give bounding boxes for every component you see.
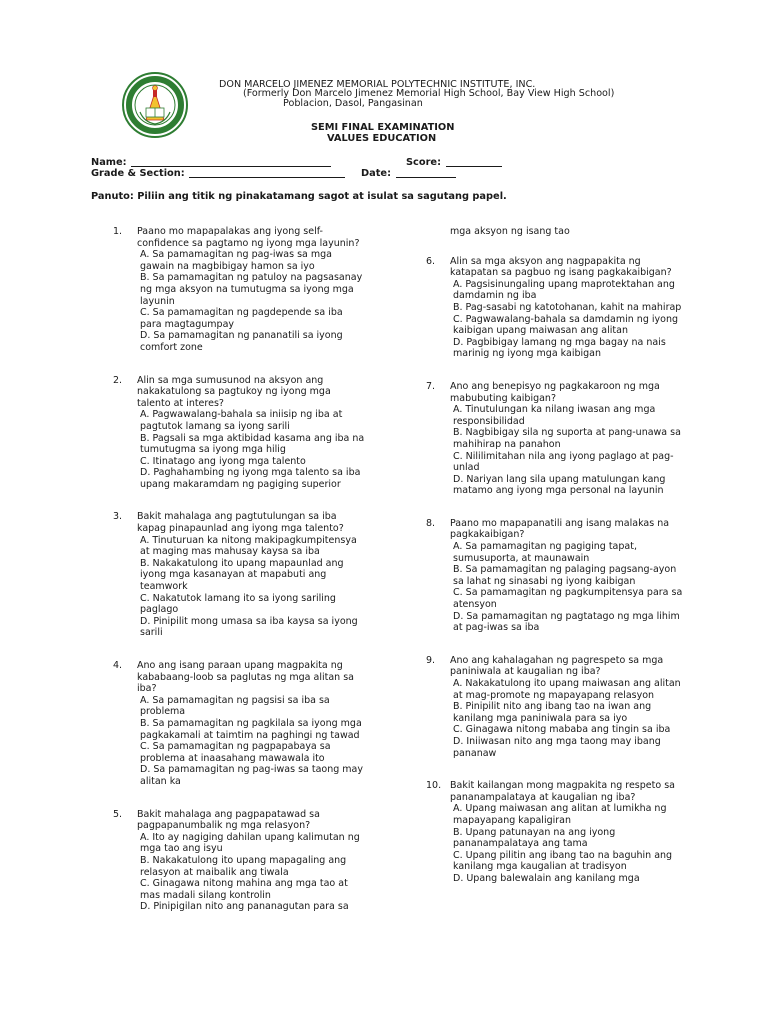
choice-c: C. Upang pilitin ang ibang tao na baguhin ang kanilang mga kaugalian at tradisyon: [453, 849, 673, 873]
question-number: 1.: [113, 226, 123, 237]
choice-c: C. Ginagawa nitong mababa ang tingin sa iba: [453, 724, 671, 736]
question-item: [113, 809, 365, 913]
question-number: 4.: [113, 660, 123, 671]
question-text: Alin sa mga aksyon ang nagpapakita ng katapatan sa pagbuo ng isang pagkakaibigan?: [450, 255, 672, 279]
choice-b: B. Sa pamamagitan ng palaging pagsang-ayon sa lahat ng sinasabi ng iyong kaibigan: [453, 564, 677, 587]
choice-c: C. Nakatutok lamang ito sa iyong sariling paglago: [140, 592, 336, 616]
school-former-name: (Formerly Don Marcelo Jimenez Memorial High School, Bay View High School): [243, 88, 615, 99]
question-number: 2.: [113, 374, 123, 386]
question-text: Alin sa mga sumusunod na aksyon ang nakakatulong sa pagtukoy ng iyong mga talento at interes?: [137, 374, 331, 409]
question-text: Ano ang benepisyo ng pagkakaroon ng mga mabubuting kaibigan?: [450, 380, 660, 404]
choice-a: A. Sa pamamagitan ng pag-iwas sa mga gawain na magbibigay hamon sa iyo: [140, 249, 332, 272]
choice-a: A. Sa pamamagitan ng pagsisi sa iba sa problema: [140, 694, 330, 718]
choice-a: A. Tinutulungan ka nilang iwasan ang mga responsibilidad: [453, 404, 656, 427]
choice-a: A. Upang maiwasan ang alitan at lumikha ng mapayapang kapaligiran: [453, 803, 667, 826]
question-item: [113, 375, 365, 491]
question-number: 3.: [113, 511, 123, 523]
grade-section-line[interactable]: [189, 177, 345, 178]
choice-a: A. Tinuturuan ka nitong makipagkumpitensya at maging mas mahusay kaysa sa iba: [140, 534, 357, 558]
choice-d: D. Pinipigilan nito ang pananagutan para sa: [140, 901, 349, 913]
question-number: 8.: [426, 517, 436, 529]
question-text: Ano ang isang paraan upang magpakita ng kababaang-loob sa paglutas ng mga alitan sa iba?: [137, 660, 354, 695]
question-text: Bakit kailangan mong magpakita ng respeto sa pananampalataya at kaugalian ng iba?: [450, 780, 675, 803]
question-number: 9.: [426, 654, 436, 666]
question-text: Ano ang kahalagahan ng pagrespeto sa mga paniniwala at kaugalian ng iba?: [450, 654, 664, 678]
question-text: Paano mo mapapalakas ang iyong self-confidence sa pagtamo ng iyong mga layunin?: [137, 226, 360, 249]
questions-right-column: [426, 226, 684, 885]
school-seal-icon: [122, 72, 188, 138]
question-text: Paano mo mapapanatili ang isang malakas na pagkakaibigan?: [450, 517, 670, 541]
choice-b: B. Upang patunayan na ang iyong pananampalataya ang tama: [453, 826, 616, 850]
question-number: 10.: [426, 780, 442, 792]
choice-d: D. Sa pamamagitan ng pag-iwas sa taong may alitan ka: [140, 764, 363, 787]
question-item: [426, 518, 684, 634]
choice-b: B. Pag-sasabi ng katotohanan, kahit na mahirap: [453, 301, 682, 313]
date-label: Date:: [361, 168, 391, 179]
choice-d: D. Upang balewalain ang kanilang mga: [453, 872, 640, 884]
choice-d: D. Nariyan lang sila upang matulungan kang matamo ang iyong mga personal na layunin: [453, 473, 666, 497]
choice-b: B. Nakakatulong ito upang mapagaling ang relasyon at maibalik ang tiwala: [140, 854, 347, 878]
choice-b: B. Pagsali sa mga aktibidad kasama ang iba na tumutugma sa iyong mga hilig: [140, 432, 365, 456]
question-continuation: mga aksyon ng isang tao: [450, 226, 570, 237]
question-item: [426, 655, 684, 759]
question-item: [426, 256, 684, 360]
choice-b: B. Nagbibigay sila ng suporta at pang-unawa sa mahihirap na panahon: [453, 427, 681, 450]
question-item: [113, 511, 365, 639]
choice-b: B. Sa pamamagitan ng patuloy na pagsasanay ng mga aksyon na tumutugma sa iyong mga layunin: [140, 272, 363, 307]
choice-c: C. Sa pamamagitan ng pagkumpitensya para sa atensyon: [453, 587, 683, 611]
choice-c: C. Sa pamamagitan ng pagdepende sa iba para magtagumpay: [140, 307, 343, 330]
questions-left-column: [113, 226, 365, 913]
date-line[interactable]: [396, 177, 456, 178]
question-text: Bakit mahalaga ang pagtutulungan sa iba kapag pinapaunlad ang iyong mga talento?: [137, 511, 344, 535]
question-number: 7.: [426, 380, 436, 392]
name-label: Name:: [91, 157, 127, 168]
choice-d: D. Sa pamamagitan ng pananatili sa iyong comfort zone: [140, 330, 343, 353]
choice-d: D. Pagbibigay lamang ng mga bagay na nais marinig ng iyong mga kaibigan: [453, 336, 666, 360]
school-name: DON MARCELO JIMENEZ MEMORIAL POLYTECHNIC INSTITUTE, INC.: [219, 79, 536, 90]
choice-a: A. Ito ay nagiging dahilan upang kalimutan ng mga tao ang isyu: [140, 831, 360, 855]
exam-subject: VALUES EDUCATION: [327, 133, 437, 144]
question-item: [426, 381, 684, 497]
choice-b: B. Nakakatulong ito upang mapaunlad ang iyong mga kasanayan at mapabuti ang teamwork: [140, 557, 344, 593]
question-item: [113, 226, 365, 354]
question-number: 5.: [113, 808, 123, 820]
score-line[interactable]: [446, 166, 502, 167]
choice-d: D. Iniiwasan nito ang mga taong may ibang pananaw: [453, 735, 661, 759]
choice-c: C. Nililimitahan nila ang iyong paglago at pag-unlad: [453, 450, 674, 474]
question-text: Bakit mahalaga ang pagpapatawad sa pagpapanumbalik ng mga relasyon?: [137, 808, 320, 832]
choice-d: D. Pinipilit mong umasa sa iba kaysa sa iyong sarili: [140, 615, 358, 639]
score-label: Score:: [406, 157, 441, 168]
question-item: [426, 780, 684, 884]
choice-d: D. Sa pamamagitan ng pagtatago ng mga lihim at pag-iwas sa iba: [453, 610, 680, 634]
school-address: Poblacion, Dasol, Pangasinan: [283, 98, 423, 109]
choice-c: C. Sa pamamagitan ng pagpapabaya sa problema at inaasahang mawawala ito: [140, 741, 331, 764]
choice-a: A. Nakakatulong ito upang maiwasan ang alitan at mag-promote ng mapayapang relasyon: [453, 678, 681, 701]
choice-b: B. Sa pamamagitan ng pagkilala sa iyong mga pagkakamali at taimtim na paghingi ng tawad: [140, 717, 362, 741]
choice-a: A. Pagsisinungaling upang maprotektahan ang damdamin ng iba: [453, 278, 675, 302]
choice-c: C. Pagwawalang-bahala sa damdamin ng iyong kaibigan upang maiwasan ang alitan: [453, 313, 679, 337]
question-number: 6.: [426, 255, 436, 267]
instructions: Panuto: Piliin ang titik ng pinakatamang sagot at isulat sa sagutang papel.: [91, 191, 507, 202]
grade-section-label: Grade & Section:: [91, 168, 185, 179]
choice-c: C. Ginagawa nitong mahina ang mga tao at mas madali silang kontrolin: [140, 878, 348, 901]
exam-title: SEMI FINAL EXAMINATION: [311, 122, 455, 133]
choice-c: C. Itinatago ang iyong mga talento: [140, 455, 306, 467]
name-line[interactable]: [131, 166, 331, 167]
choice-a: A. Pagwawalang-bahala sa iniisip ng iba at pagtutok lamang sa iyong sarili: [140, 409, 343, 432]
choice-d: D. Paghahambing ng iyong mga talento sa iba upang makaramdam ng pagiging superior: [140, 467, 361, 490]
choice-a: A. Sa pamamagitan ng pagiging tapat, sumusuporta, at maunawain: [453, 541, 637, 564]
choice-b: B. Pinipilit nito ang ibang tao na iwan ang kanilang mga paniniwala para sa iyo: [453, 701, 652, 724]
question-item: [113, 660, 365, 788]
